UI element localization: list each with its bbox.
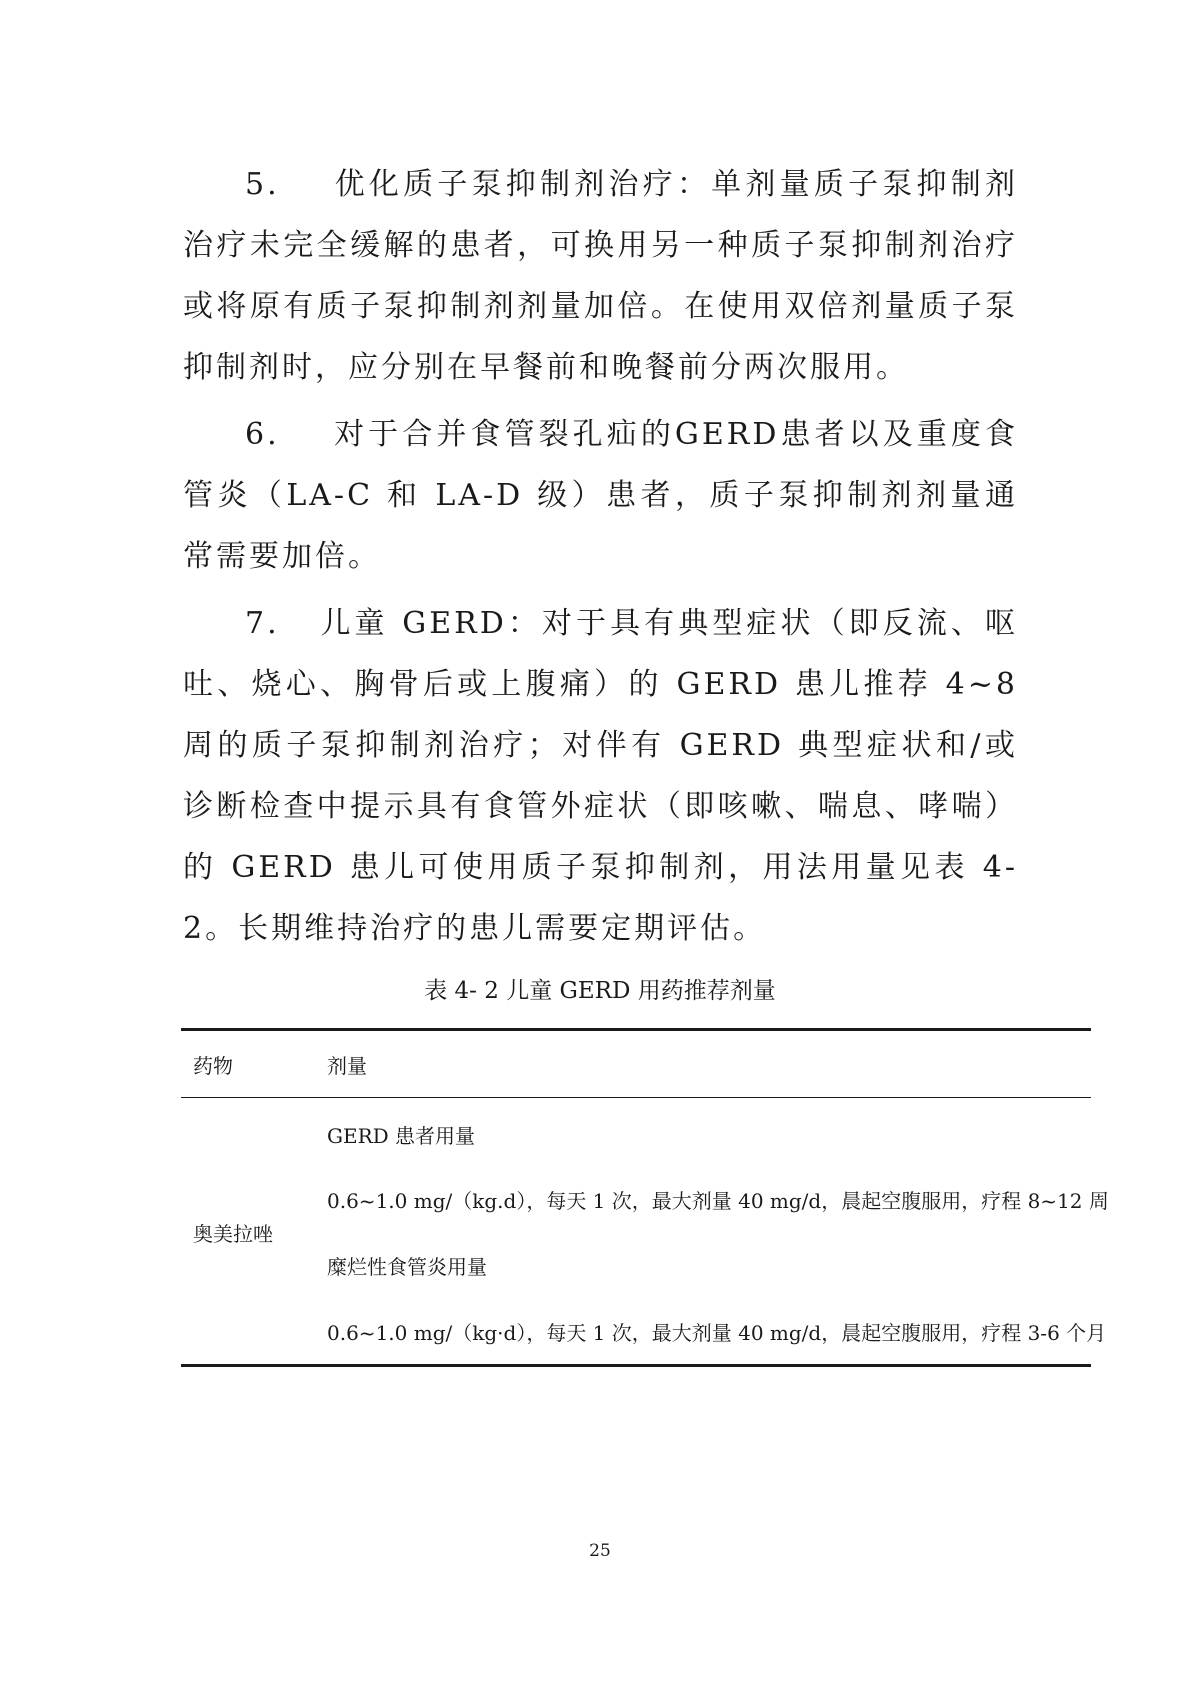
table-caption: 表 4- 2 儿童 GERD 用药推荐剂量 (424, 978, 776, 1004)
table-header-dose: 剂量 (327, 1054, 367, 1078)
page-number: 25 (589, 1541, 611, 1561)
paragraph-item-7: 7. 儿童 GERD：对于具有典型症状（即反流、呕吐、烧心、胸骨后或上腹痛）的 GERD 患儿推荐 4~8 周的质子泵抑制剂治疗；对伴有 GERD 典型症状和/或诊断检查中提示具有食管外症状（即咳嗽、喘息、哮喘）的 GERD 患儿可使用质子泵抑制剂，用法用量见表 4- 2。长期维持治疗的患儿需要定期评估。 (183, 606, 1018, 946)
table-top-rule (181, 1028, 1091, 1031)
paragraph-item-5: 5. 优化质子泵抑制剂治疗：单剂量质子泵抑制剂治疗未完全缓解的患者，可换用另一种质子泵抑制剂治疗或将原有质子泵抑制剂剂量加倍。在使用双倍剂量质子泵抑制剂时，应分别在早餐前和晚餐前分两次服用。 (183, 167, 1018, 385)
table-cell-dose-line-4: 0.6~1.0 mg/（kg·d），每天 1 次，最大剂量 40 mg/d，晨起空腹服用，疗程 3-6 个月 (327, 1321, 1107, 1345)
table-cell-drug: 奥美拉唑 (193, 1222, 273, 1246)
table-cell-dose-line-1: GERD 患者用量 (327, 1124, 476, 1148)
table-bottom-rule (181, 1364, 1091, 1367)
table-cell-dose-line-3: 糜烂性食管炎用量 (327, 1255, 487, 1279)
table-header-rule (181, 1097, 1091, 1098)
table-cell-dose-line-2: 0.6~1.0 mg/（kg.d），每天 1 次，最大剂量 40 mg/d，晨起空腹服用，疗程 8~12 周 (327, 1189, 1109, 1213)
paragraph-item-6: 6. 对于合并食管裂孔疝的GERD患者以及重度食管炎（LA-C 和 LA-D 级）患者，质子泵抑制剂剂量通常需要加倍。 (183, 417, 1018, 574)
table-header-drug: 药物 (193, 1054, 233, 1078)
